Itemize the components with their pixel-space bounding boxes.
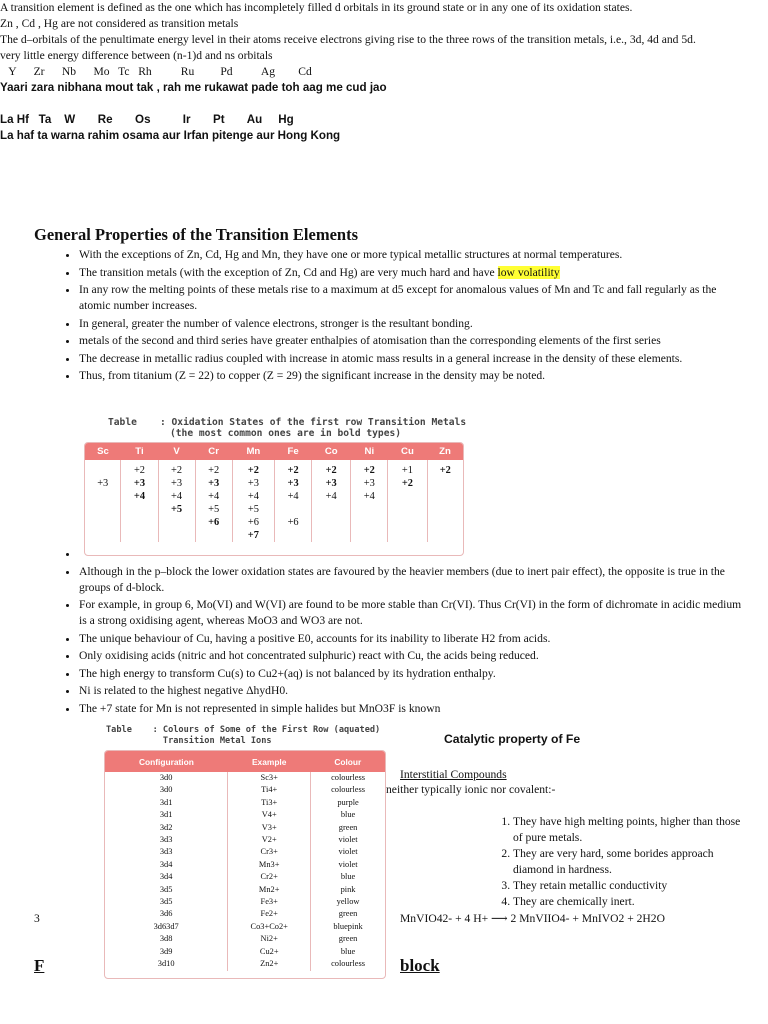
oxidation-state bbox=[428, 490, 464, 503]
oxidation-state: +4 bbox=[208, 491, 220, 502]
column-header: Mn bbox=[232, 443, 274, 460]
table-cell: 3d5 bbox=[105, 884, 228, 896]
oxidation-state: +4 bbox=[287, 491, 299, 502]
properties-list-a bbox=[58, 247, 747, 386]
list-item: • Ni is related to the highest negative ΔhydH0. bbox=[79, 683, 747, 699]
table-cell bbox=[388, 460, 427, 542]
table-cell bbox=[121, 460, 158, 542]
spacer bbox=[0, 96, 700, 112]
oxidation-table-caption-1: Table : Oxidation States of the first row Transition Metals bbox=[108, 417, 467, 428]
oxidation-state: +3 bbox=[97, 478, 109, 489]
oxidation-state: +3 bbox=[325, 478, 337, 489]
non-transition-note: Zn , Cd , Hg are not considered as transition metals bbox=[0, 17, 239, 30]
table-cell: 3d3 bbox=[105, 846, 228, 858]
table-cell: violet bbox=[338, 847, 358, 857]
oxidation-states-table bbox=[84, 442, 464, 556]
oxidation-state bbox=[351, 516, 387, 529]
oxidation-state: +3 bbox=[247, 478, 259, 489]
oxidation-state bbox=[312, 529, 350, 542]
table-cell: 3d63d7 bbox=[105, 921, 228, 933]
highlighted-text: low volatility bbox=[497, 265, 560, 279]
table-row bbox=[105, 834, 385, 846]
oxidation-state: +3 bbox=[363, 478, 375, 489]
table-cell: violet bbox=[338, 835, 358, 845]
table-cell: 3d10 bbox=[105, 958, 228, 970]
oxidation-state bbox=[275, 529, 311, 542]
oxidation-state: +3 bbox=[287, 478, 299, 489]
column-header: Sc bbox=[85, 443, 121, 460]
oxidation-state: +3 bbox=[171, 478, 183, 489]
table-cell: Mn2+ bbox=[228, 884, 311, 896]
table-cell: 3d4 bbox=[105, 871, 228, 883]
list-item: • Although in the p–block the lower oxidation states are favoured by the heavier members (due to inert pair effect), the opposite is true in the groups of d-block. bbox=[79, 564, 747, 596]
table-cell: Fe3+ bbox=[228, 896, 311, 908]
oxidation-state bbox=[121, 503, 157, 516]
table-cell: violet bbox=[338, 859, 358, 869]
ion-colour-table bbox=[104, 750, 386, 979]
table-cell: green bbox=[338, 934, 358, 944]
table-cell: Cr3+ bbox=[228, 846, 311, 858]
table-row bbox=[105, 871, 385, 883]
column-header: Cu bbox=[388, 443, 427, 460]
table-cell: green bbox=[338, 909, 358, 919]
table-cell: 3d6 bbox=[105, 908, 228, 920]
interstitial-properties-list bbox=[490, 814, 748, 910]
table-row bbox=[105, 822, 385, 834]
mnemonic-second-row: Yaari zara nibhana mout tak , rah me rukawat pade toh aag me cud jao bbox=[0, 81, 387, 94]
oxidation-state: +2 bbox=[247, 465, 259, 476]
table-cell: Co3+Co2+ bbox=[228, 921, 311, 933]
colour-table-caption-2: Transition Metal Ions bbox=[106, 736, 272, 746]
table-row bbox=[105, 884, 385, 896]
oxidation-state: +1 bbox=[401, 465, 413, 476]
oxidation-state bbox=[351, 529, 387, 542]
oxidation-state: +2 bbox=[208, 465, 220, 476]
oxidation-state: +5 bbox=[170, 504, 183, 515]
list-item: • In any row the melting points of these metals rise to a maximum at d5 except for anomalous values of Mn and Tc and fall regularly as the atomic number increases. bbox=[79, 282, 747, 314]
table-row bbox=[105, 859, 385, 871]
table-row bbox=[105, 933, 385, 945]
table-cell: blue bbox=[340, 946, 356, 956]
oxidation-table-caption-2: (the most common ones are in bold types) bbox=[170, 428, 402, 439]
table-cell bbox=[232, 460, 274, 542]
catalytic-heading: Catalytic property of Fe bbox=[444, 732, 581, 746]
list-item: 4. They are chemically inert. bbox=[513, 894, 748, 910]
oxidation-state bbox=[196, 529, 232, 542]
table-cell: Cu2+ bbox=[228, 946, 311, 958]
table-cell bbox=[312, 460, 351, 542]
table-cell: Ti3+ bbox=[228, 797, 311, 809]
list-item: • Thus, from titanium (Z = 22) to copper (Z = 29) the significant increase in the density may be noted. bbox=[79, 368, 747, 384]
third-row-symbols: La Hf Ta W Re Os Ir Pt Au Hg bbox=[0, 113, 294, 126]
oxidation-state: +2 bbox=[363, 465, 375, 476]
list-item: • In general, greater the number of valence electrons, stronger is the resultant bonding. bbox=[79, 316, 747, 332]
column-header: Ni bbox=[351, 443, 388, 460]
table-cell: colourless bbox=[331, 773, 366, 782]
table-header-row bbox=[85, 443, 463, 460]
oxidation-state bbox=[121, 516, 157, 529]
oxidation-state bbox=[312, 503, 350, 516]
table-cell: 3d3 bbox=[105, 834, 228, 846]
list-item: • With the exceptions of Zn, Cd, Hg and Mn, they have one or more typical metallic structures at normal temperatures. bbox=[79, 247, 747, 263]
list-item: • The unique behaviour of Cu, having a positive E0, accounts for its inability to liberate H2 from acids. bbox=[79, 631, 747, 647]
oxidation-state: +2 bbox=[401, 478, 413, 489]
column-header: Ti bbox=[121, 443, 158, 460]
intro-block bbox=[0, 0, 700, 144]
column-header: Co bbox=[312, 443, 351, 460]
oxidation-state: +2 bbox=[287, 465, 299, 476]
oxidation-state bbox=[121, 529, 157, 542]
table-header-row bbox=[105, 751, 385, 772]
table-cell: blue bbox=[340, 810, 356, 820]
table-cell: colourless bbox=[331, 959, 366, 969]
table-cell: yellow bbox=[336, 897, 360, 907]
oxidation-state bbox=[85, 516, 120, 529]
oxidation-state: +6 bbox=[287, 517, 299, 528]
oxidation-state: +4 bbox=[247, 491, 259, 502]
table-cell: purple bbox=[337, 797, 359, 807]
transition-definition: A transition element is defined as the one which has incompletely filled d orbitals in its ground state or in any one of its oxidation states. bbox=[0, 1, 633, 14]
table-cell bbox=[275, 460, 312, 542]
table-cell: pink bbox=[340, 884, 356, 894]
oxidation-state: +2 bbox=[439, 465, 451, 476]
table-row bbox=[105, 797, 385, 809]
column-header: Zn bbox=[427, 443, 463, 460]
table-cell: Fe2+ bbox=[228, 908, 311, 920]
oxidation-state bbox=[428, 529, 464, 542]
table-cell: 3d4 bbox=[105, 859, 228, 871]
section-title: General Properties of the Transition Elements bbox=[34, 225, 358, 244]
oxidation-state bbox=[428, 477, 464, 490]
list-item bbox=[79, 546, 747, 562]
oxidation-state: +6 bbox=[247, 517, 259, 528]
list-item: 2. They are very hard, some borides approach diamond in hardness. bbox=[513, 846, 748, 878]
mnemonic-third-row: La haf ta warna rahim osama aur Irfan pitenge aur Hong Kong bbox=[0, 129, 341, 142]
oxidation-state bbox=[312, 516, 350, 529]
table-cell: colourless bbox=[331, 785, 366, 795]
table-cell bbox=[158, 460, 195, 542]
oxidation-state: +4 bbox=[171, 491, 183, 502]
table-row bbox=[85, 460, 463, 542]
properties-list-b bbox=[58, 546, 747, 718]
oxidation-state: +2 bbox=[325, 465, 337, 476]
column-header: Fe bbox=[275, 443, 312, 460]
oxidation-state: +3 bbox=[133, 478, 146, 489]
table-cell: green bbox=[338, 822, 358, 832]
table-cell: Sc3+ bbox=[228, 772, 311, 784]
list-item: • metals of the second and third series have greater enthalpies of atomisation than the corresponding elements of the first series bbox=[79, 333, 747, 349]
column-header: Colour bbox=[311, 751, 385, 772]
oxidation-state: +4 bbox=[133, 491, 146, 502]
table-cell: 3d8 bbox=[105, 933, 228, 945]
oxidation-state bbox=[275, 503, 311, 516]
page-marker: 3 bbox=[34, 912, 40, 925]
table-cell: Cr2+ bbox=[228, 871, 311, 883]
table-row bbox=[105, 958, 385, 970]
table-cell bbox=[351, 460, 388, 542]
list-item: • The +7 state for Mn is not represented in simple halides but MnO3F is known bbox=[79, 701, 747, 717]
d-orbital-note: The d–orbitals of the penultimate energy level in their atoms receive electrons giving rise to the three rows of the transition metals, i.e., 3d, 4d and 5d. bbox=[0, 33, 696, 46]
footer-heading-left: F bbox=[34, 956, 45, 975]
table-row bbox=[105, 772, 385, 784]
oxidation-state: +6 bbox=[208, 517, 220, 528]
interstitial-heading: Interstitial Compounds bbox=[400, 768, 507, 781]
list-item bbox=[79, 265, 747, 281]
oxidation-state bbox=[428, 516, 464, 529]
column-header: V bbox=[158, 443, 195, 460]
table-cell: blue bbox=[340, 872, 356, 882]
table-cell bbox=[195, 460, 232, 542]
energy-note: very little energy difference between (n-1)d and ns orbitals bbox=[0, 49, 273, 62]
table-cell: Ti4+ bbox=[228, 784, 311, 796]
table-cell: 3d5 bbox=[105, 896, 228, 908]
oxidation-state bbox=[85, 503, 120, 516]
disproportionation-equation: MnVIO42- + 4 H+ ⟶ 2 MnVIIO4- + MnIVO2 + 2H2O bbox=[400, 912, 665, 925]
table-cell: bluepink bbox=[333, 921, 363, 931]
table-cell: Ni2+ bbox=[228, 933, 311, 945]
list-item: • Only oxidising acids (nitric and hot concentrated sulphuric) react with Cu, the acids being reduced. bbox=[79, 648, 747, 664]
list-item: • The high energy to transform Cu(s) to Cu2+(aq) is not balanced by its hydration enthalpy. bbox=[79, 666, 747, 682]
table-cell: V2+ bbox=[228, 834, 311, 846]
table-cell: 3d2 bbox=[105, 822, 228, 834]
oxidation-state: +7 bbox=[247, 530, 259, 541]
oxidation-state: +4 bbox=[363, 491, 375, 502]
table-cell: Zn2+ bbox=[228, 958, 311, 970]
second-row-symbols: Y Zr Nb Mo Tc Rh Ru Pd Ag Cd bbox=[0, 65, 312, 78]
table-row bbox=[105, 946, 385, 958]
table-cell: V4+ bbox=[228, 809, 311, 821]
oxidation-state bbox=[388, 516, 426, 529]
table-row bbox=[105, 921, 385, 933]
oxidation-state bbox=[85, 464, 120, 477]
oxidation-state bbox=[428, 503, 464, 516]
list-item: • For example, in group 6, Mo(VI) and W(VI) are found to be more stable than Cr(VI). Thus Cr(VI) in the form of dichromate in acidic medium is a strong oxidising agent, whereas MoO3 and WO3 are not. bbox=[79, 597, 747, 629]
footer-heading-right: block bbox=[400, 956, 440, 975]
oxidation-state bbox=[85, 529, 120, 542]
oxidation-state: +5 bbox=[247, 504, 259, 515]
list-item: 1. They have high melting points, higher than those of pure metals. bbox=[513, 814, 748, 846]
colour-table-caption-1: Table : Colours of Some of the First Row (aquated) bbox=[106, 725, 381, 735]
oxidation-state: +3 bbox=[208, 478, 220, 489]
oxidation-state bbox=[159, 529, 195, 542]
oxidation-state bbox=[388, 490, 426, 503]
oxidation-state bbox=[85, 490, 120, 503]
table-cell: 3d1 bbox=[105, 809, 228, 821]
oxidation-state: +5 bbox=[208, 504, 220, 515]
oxidation-state bbox=[351, 503, 387, 516]
list-item-text: The transition metals (with the exception of Zn, Cd and Hg) are very much hard and have bbox=[79, 265, 498, 279]
table-row bbox=[105, 896, 385, 908]
column-header: Example bbox=[228, 751, 311, 772]
table-cell: V3+ bbox=[228, 822, 311, 834]
oxidation-state bbox=[159, 516, 195, 529]
column-header: Configuration bbox=[105, 751, 228, 772]
column-header: Cr bbox=[195, 443, 232, 460]
oxidation-state: +4 bbox=[325, 491, 337, 502]
table-cell: 3d9 bbox=[105, 946, 228, 958]
table-row bbox=[105, 908, 385, 920]
table-cell bbox=[85, 460, 121, 542]
table-cell: 3d1 bbox=[105, 797, 228, 809]
bonding-note: neither typically ionic nor covalent:- bbox=[386, 783, 556, 796]
oxidation-state: +2 bbox=[133, 465, 145, 476]
table-row bbox=[105, 846, 385, 858]
table-cell: 3d0 bbox=[105, 784, 228, 796]
table-cell: 3d0 bbox=[105, 772, 228, 784]
table-cell bbox=[427, 460, 463, 542]
list-item: • The decrease in metallic radius coupled with increase in atomic mass results in a general increase in the density of these elements. bbox=[79, 351, 747, 367]
list-item: 3. They retain metallic conductivity bbox=[513, 878, 748, 894]
oxidation-state: +2 bbox=[171, 465, 183, 476]
table-row bbox=[105, 809, 385, 821]
oxidation-state bbox=[388, 503, 426, 516]
oxidation-state bbox=[388, 529, 426, 542]
table-cell: Mn3+ bbox=[228, 859, 311, 871]
table-row bbox=[105, 784, 385, 796]
